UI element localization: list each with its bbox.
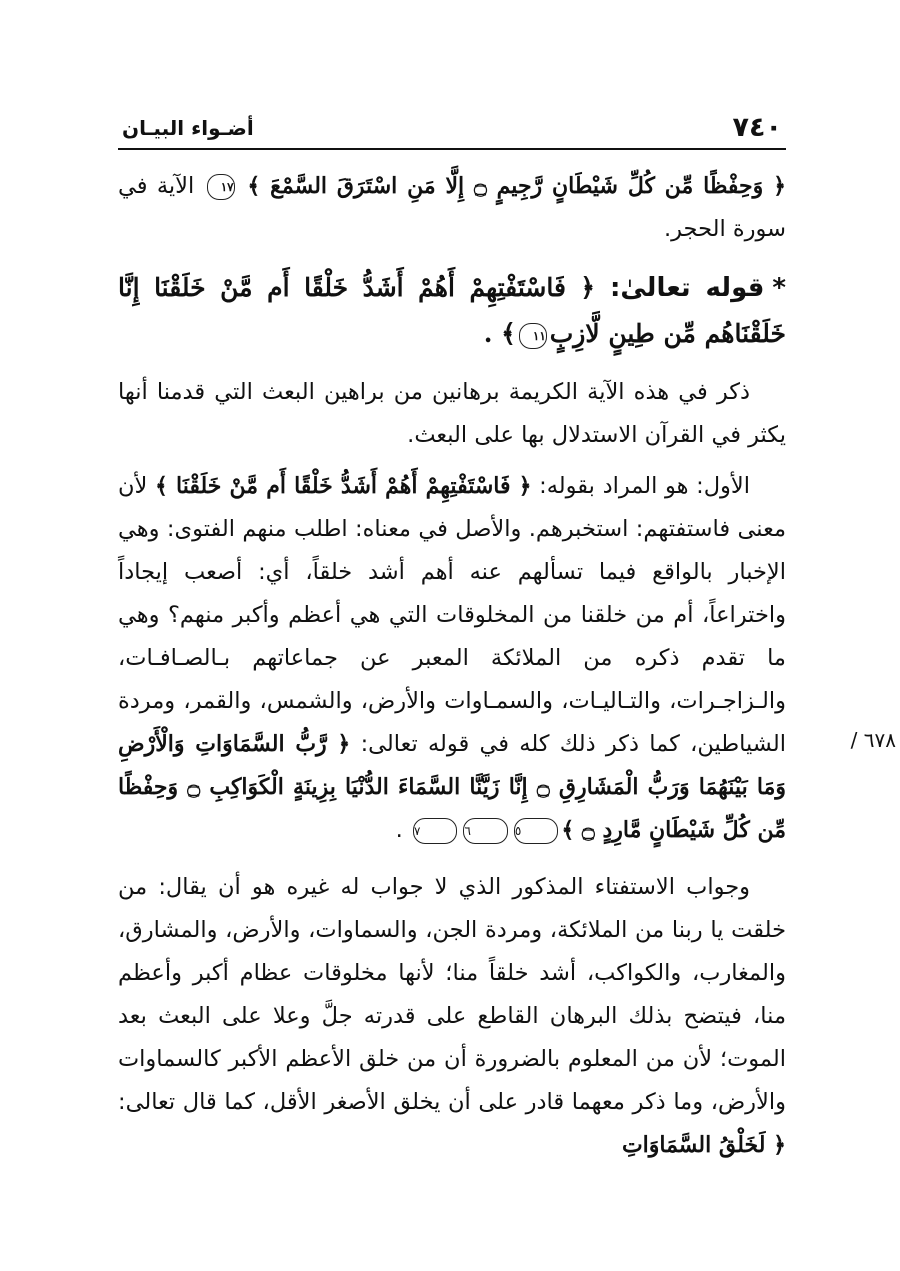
quran-verse: ﴿ رَّبُّ السَّمَاوَاتِ وَالْأَرْضِ وَمَا بَيْنَهُمَا وَرَبُّ الْمَشَارِقِ ۝ إِنَّا زَيَّنَّا السَّمَاءَ الدُّنْيَا بِزِينَةٍ الْكَوَاكِبِ ۝ وَحِفْظًا مِّن كُلِّ شَيْطَانٍ مَّارِدٍ ۝ ﴾ [118, 731, 786, 843]
page-header [118, 112, 786, 150]
ayah-number-mark: ١١ [519, 323, 547, 349]
page-number: ٧٤٠ [732, 112, 782, 143]
margin-page-reference: ٦٧٨ / [850, 728, 896, 752]
quran-verse: ﴿ فَاسْتَفْتِهِمْ أَهُمْ أَشَدُّ خَلْقًا أَم مَّنْ خَلَقْنَا ﴾ [155, 473, 532, 499]
verse-heading [118, 265, 786, 357]
page-body [118, 165, 786, 1167]
ayah-number-mark: ٧ [413, 818, 457, 844]
ayah-number-mark: ١٧ [207, 174, 235, 200]
running-title: أضـواء البيـان [122, 116, 254, 140]
intro-paragraph [118, 165, 786, 251]
paragraph-1: ذكر في هذه الآية الكريمة برهانين من براهين البعث التي قدمنا أنها يكثر في القرآن الاستدلال بها على البعث. [118, 379, 786, 448]
ayah-number-mark: ٥ [514, 818, 558, 844]
star-marker: * [772, 273, 787, 303]
ayah-number-mark: ٦ [463, 818, 507, 844]
paragraph-3: وجواب الاستفتاء المذكور الذي لا جواب له غيره هو أن يقال: من خلقت يا ربنا من الملائكة، ومردة الجن، والسماوات، والأرض، والمشارق، والمغارب، والكواكب، أشد خلقاً منا؛ لأنها مخلوقات عظام أكبر وأعظم منا، فيتضح بذلك البرهان القاطع على قدرته جلَّ وعلا على البعث بعد الموت؛ لأن من المعلوم بالضرورة أن من خلق الأعظم الأكبر كالسماوات والأرض، وما ذكر معهما قادر على أن يخلق الأصغر الأقل، كما قال تعالى: ﴿ لَخَلْقُ السَّمَاوَاتِ [118, 874, 786, 1158]
intro-text: الآية في سورة الحجر. [118, 173, 786, 242]
heading-label: قوله تعالىٰ: [595, 273, 765, 303]
quran-verse: ﴿ وَحِفْظًا مِّن كُلِّ شَيْطَانٍ رَّجِيمٍ ۝ إِلَّا مَنِ اسْتَرَقَ السَّمْعَ ﴾ ١٧ [204, 173, 786, 199]
quran-verse: ﴿ فَاسْتَفْتِهِمْ أَهُمْ أَشَدُّ خَلْقًا أَم مَّنْ خَلَقْنَا إِنَّا خَلَقْنَاهُم مِّن طِينٍ لَّازِبٍ١١﴾ . [118, 273, 786, 348]
paragraph-2: الأول: هو المراد بقوله: ﴿ فَاسْتَفْتِهِمْ أَهُمْ أَشَدُّ خَلْقًا أَم مَّنْ خَلَقْنَا ﴾ لأن معنى فاستفتهم: استخبرهم. والأصل في معناه: اطلب منهم الفتوى: وهي الإخبار بالواقع فيما تسألهم عنه أهم أشد خلقاً، أي: أصعب إيجاداً واختراعاً، أم من خلقنا من المخلوقات التي هي أعظم وأكبر منهم؟ وهي ما تقدم ذكره من الملائكة المعبر عن جماعاتهم بـالصـافـات، والـزاجـرات، والتـاليـات، والسمـاوات والأرض، والشمس، والقمر، ومردة الشياطين، كما ذكر ذلك كله في قوله تعالى: ﴿ رَّبُّ السَّمَاوَاتِ وَالْأَرْضِ وَمَا بَيْنَهُمَا وَرَبُّ الْمَشَارِقِ ۝ إِنَّا زَيَّنَّا السَّمَاءَ الدُّنْيَا بِزِينَةٍ الْكَوَاكِبِ ۝ وَحِفْظًا مِّن كُلِّ شَيْطَانٍ مَّارِدٍ ۝ ﴾٥٦٧ . [118, 473, 786, 843]
quran-verse: ﴿ لَخَلْقُ السَّمَاوَاتِ [621, 1132, 786, 1158]
